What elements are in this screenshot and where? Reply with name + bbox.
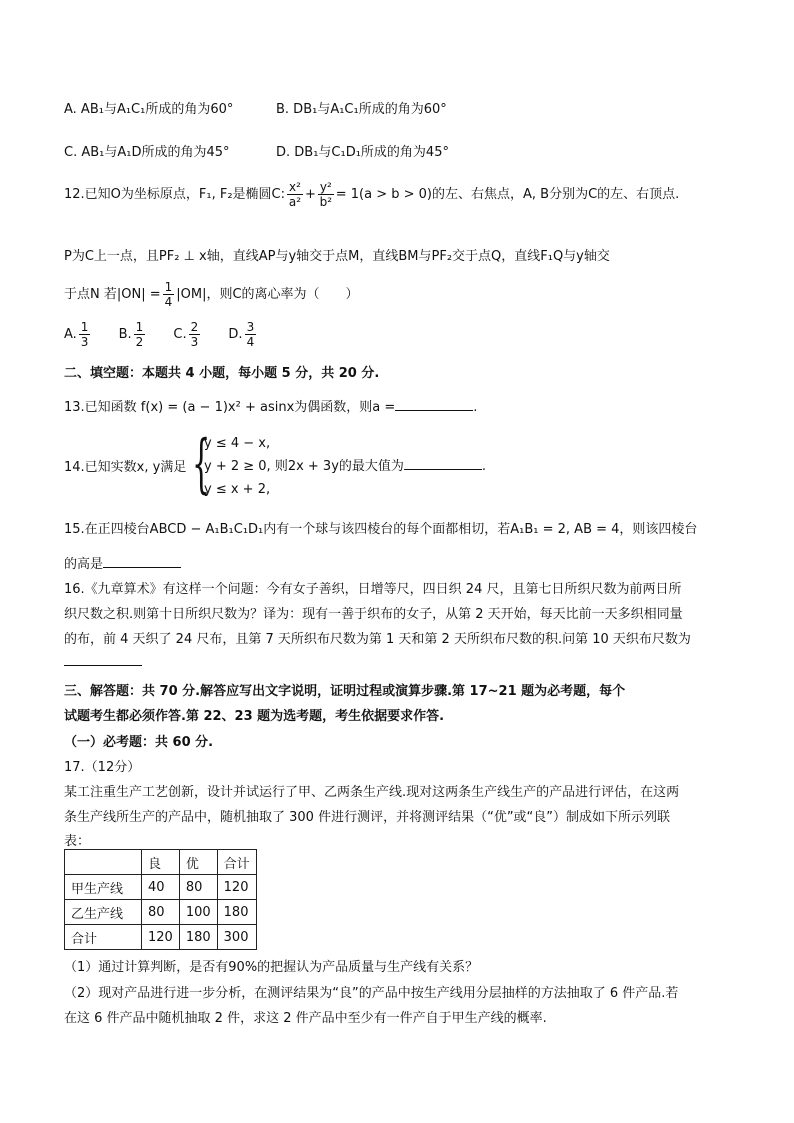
q16-blank-line [64, 653, 142, 670]
table-header-cell: 良 [142, 850, 180, 875]
q12-option-b [118, 320, 148, 349]
q12-option-d [228, 320, 258, 349]
q12-line3-text-b: |OM|，则C的离心率为（ ） [176, 287, 359, 302]
answer-blank [404, 457, 482, 470]
table-row [65, 925, 257, 950]
q14-system [204, 432, 486, 501]
q15-line2 [64, 553, 181, 572]
q11-option-b: B. DB₁与A₁C₁所成的角为60° [276, 102, 447, 117]
q12-line2: P为C上一点，且PF₂ ⊥ x轴，直线AP与y轴交于点M，直线BM与PF₂交于点Q，直线F₁Q与y轴交 [64, 249, 610, 264]
q17-p3: 表： [64, 834, 91, 849]
table-cell: 甲生产线 [65, 875, 142, 900]
option-label: D. [228, 327, 243, 342]
q12-line3-text-a: 于点N 若|ON| = [64, 287, 161, 302]
section3-line2: 试题考生都必须作答.第 22、23 题为选考题，考生依据要求作答. [64, 709, 445, 724]
frac-numerator: 1 [135, 320, 144, 334]
q17-head: 17.（12分） [64, 760, 141, 775]
option-label: C. [173, 327, 187, 342]
q11-option-d: D. DB₁与C₁D₁所成的角为45° [276, 145, 449, 160]
answer-blank [395, 398, 473, 411]
q11-option-c: C. AB₁与A₁D所成的角为45° [64, 145, 230, 160]
table-row [65, 875, 257, 900]
table-cell: 合计 [65, 925, 142, 950]
q17-p2: 条生产线所生产的产品中，随机抽取了 300 件进行测评，并将测评结果（“优”或“良”）制成如下所示列联 [64, 810, 671, 825]
q14-row3: y ≤ x + 2, [204, 482, 271, 497]
table-cell: 80 [142, 900, 180, 925]
frac-numerator: 2 [190, 320, 199, 334]
frac-denominator: 3 [80, 335, 89, 349]
frac-numerator: 1 [80, 320, 89, 334]
section3-line1: 三、解答题：共 70 分.解答应写出文字说明，证明过程或演算步骤.第 17~21 题为必考题，每个 [64, 684, 626, 699]
answer-blank [103, 555, 181, 568]
table-cell: 80 [179, 875, 217, 900]
table-header-cell [65, 850, 142, 875]
table-cell: 180 [217, 900, 256, 925]
q17-s1: （1）通过计算判断，是否有90%的把握认为产品质量与生产线有关系？ [64, 960, 479, 975]
answer-blank [64, 653, 142, 666]
q12-line3-frac [163, 280, 175, 309]
q17-p1: 某工注重生产工艺创新，设计并试运行了甲、乙两条生产线.现对这两条生产线生产的产品进行评估，在这两 [64, 785, 680, 800]
frac-denominator: b² [319, 195, 333, 209]
q14-end: . [481, 459, 487, 474]
q14-pre: 14.已知实数x, y满足 [64, 460, 187, 475]
q12-frac-x [287, 180, 303, 209]
contingency-table [64, 849, 257, 950]
q12-option-a [64, 320, 92, 349]
frac-numerator: 3 [246, 320, 255, 334]
table-cell: 180 [179, 925, 217, 950]
frac-denominator: 3 [190, 335, 199, 349]
frac-numerator: 1 [164, 280, 173, 294]
table-cell: 40 [142, 875, 180, 900]
q14-row2: y + 2 ≥ 0, 则2x + 3y的最大值为 [204, 459, 404, 474]
table-row [65, 900, 257, 925]
frac-numerator: x² [289, 180, 301, 194]
q12-plus: + [304, 187, 316, 202]
frac-numerator: y² [319, 180, 332, 194]
q15-line2-text: 的高是 [64, 557, 104, 572]
q12-options [64, 320, 258, 350]
q12-option-c [173, 320, 202, 349]
frac-denominator: a² [288, 195, 302, 209]
section2-heading: 二、填空题：本题共 4 小题，每小题 5 分，共 20 分. [64, 366, 380, 381]
q11-option-a: A. AB₁与A₁C₁所成的角为60° [64, 102, 234, 117]
brace-icon: { [192, 427, 211, 501]
table-cell: 乙生产线 [65, 900, 142, 925]
option-label: B. [118, 327, 132, 342]
table-cell: 300 [217, 925, 256, 950]
q17-s2a: （2）现对产品进行进一步分析，在测评结果为“良”的产品中按生产线用分层抽样的方法抽取了 6 件产品.若 [64, 986, 679, 1001]
q13 [64, 396, 477, 415]
q16-line1: 16.《九章算术》有这样一个问题：今有女子善织，日增等尺，四日织 24 尺，且第七日所织尺数为前两日所 [64, 582, 682, 597]
table-cell: 120 [142, 925, 180, 950]
q12-line1 [64, 180, 679, 210]
q12-line3 [64, 280, 359, 310]
q15-line1: 15.在正四棱台ABCD − A₁B₁C₁D₁内有一个球与该四棱台的每个面都相切，若A₁B₁ = 2, AB = 4，则该四棱台 [64, 522, 698, 537]
frac-denominator: 4 [246, 335, 255, 349]
q14-row2-wrap [204, 455, 486, 478]
option-label: A. [64, 327, 77, 342]
q14-row1: y ≤ 4 − x, [204, 436, 271, 451]
frac-denominator: 2 [135, 335, 144, 349]
table-header-cell: 合计 [217, 850, 256, 875]
table-header-row [65, 850, 257, 875]
option-frac [134, 320, 146, 349]
frac-denominator: 4 [164, 295, 173, 309]
q16-line3: 的布，前 4 天织了 24 尺布，且第 7 天所织布尺数为第 1 天和第 2 天所织布尺数的积.问第 10 天织布尺数为 [64, 632, 691, 647]
q17-s2b: 在这 6 件产品中随机抽取 2 件，求这 2 件产品中至少有一件产自于甲生产线的概率. [64, 1011, 547, 1026]
q12-text-b: = 1(a > b > 0)的左、右焦点，A, B分别为C的左、右顶点. [335, 187, 680, 202]
q13-text: 13.已知函数 f(x) = (a − 1)x² + asinx为偶函数，则a = [64, 400, 396, 415]
section3-sub: （一）必考题：共 60 分. [64, 735, 214, 750]
q12-frac-y [318, 180, 334, 209]
table-cell: 120 [217, 875, 256, 900]
option-frac [189, 320, 201, 349]
option-frac [245, 320, 257, 349]
option-frac [79, 320, 91, 349]
table-cell: 100 [179, 900, 217, 925]
q16-line2: 织尺数之积.则第十日所织尺数为？译为：现有一善于织布的女子，从第 2 天开始，每天比前一天多织相同量 [64, 607, 683, 622]
table-header-cell: 优 [179, 850, 217, 875]
q12-text-a: 12.已知O为坐标原点，F₁, F₂是椭圆C: [64, 187, 286, 202]
q13-end: . [473, 400, 478, 415]
